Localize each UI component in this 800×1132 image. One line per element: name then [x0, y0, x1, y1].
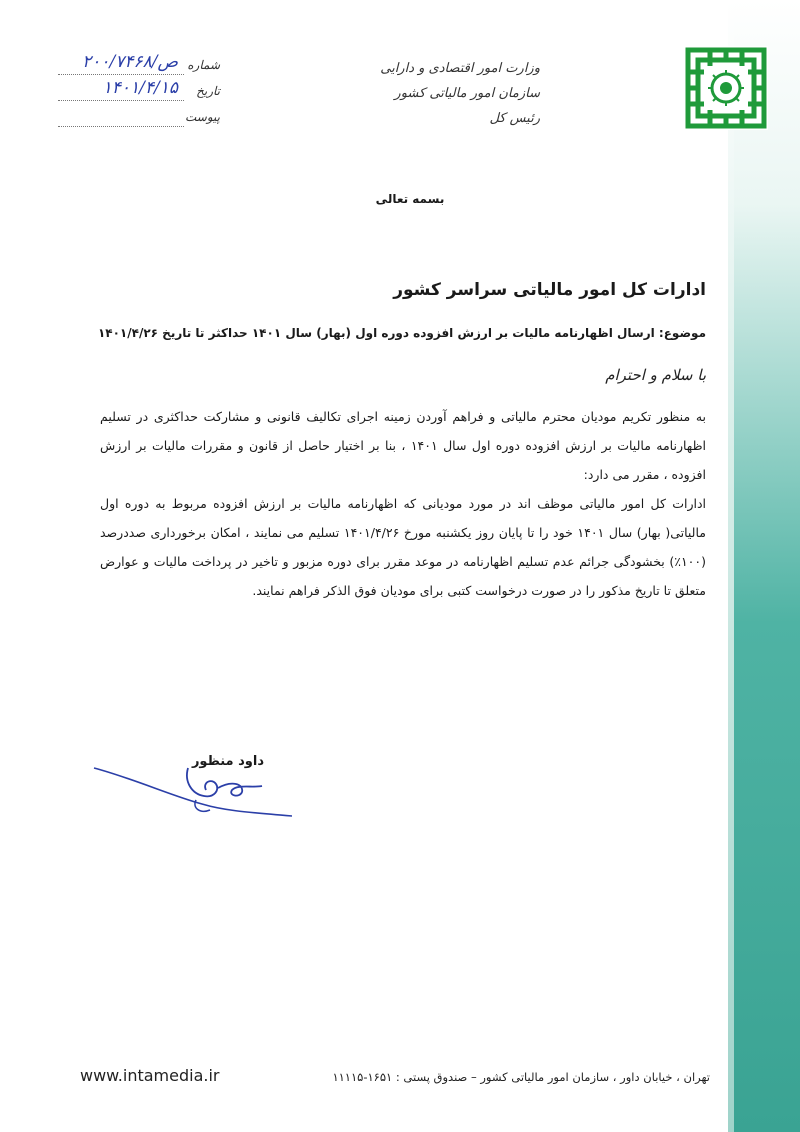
head-title: رئیس کل [489, 111, 540, 126]
signer-name: داود منظور [191, 754, 264, 769]
number-row [40, 52, 220, 78]
number-label: شماره [187, 58, 220, 72]
footer-address: تهران ، خیابان داور ، سازمان امور مالیاتی کشور – صندوق پستی : ۱۶۵۱-۱۱۱۱۵ [332, 1070, 710, 1084]
letter-body [100, 402, 706, 605]
ministry-header [340, 56, 540, 131]
attachment-row [40, 104, 220, 130]
date-value: ۱۴۰۱/۴/۱۵ [102, 78, 178, 98]
date-label: تاریخ [196, 84, 220, 98]
bismillah: بسمه تعالی [375, 192, 445, 206]
ministry-name: وزارت امور اقتصادی و دارایی [380, 61, 540, 76]
side-color-band [728, 0, 800, 1132]
footer-website: www.intamedia.ir [80, 1066, 220, 1085]
number-value: ۲۰۰/ص/۷۴۶۸ [82, 52, 178, 72]
attachment-label: پیوست [185, 110, 220, 124]
body-paragraph-2: ادارات کل امور مالیاتی موظف اند در مورد مودیانی که اظهارنامه مالیات بر ارزش افزوده مربوط به دوره اول مالیاتی( بهار) سال ۱۴۰۱ خود را تا پایان روز یکشنبه مورخ ۱۴۰۱/۴/۲۶ تسلیم می نمایند ، امکان برخورداری صددرصد (۱۰۰٪) بخشودگی جرائم عدم تسلیم اظهارنامه در موعد مقرر برای دوره مزبور و تاخیر در پرداخت مالیات و عوارض متعلق تا تاریخ مذکور را در صورت درخواست کتبی برای مودیان فوق الذکر فراهم نمایند. [100, 496, 706, 598]
tax-organization-emblem-icon [682, 44, 770, 132]
subject-line: موضوع: ارسال اظهارنامه مالیات بر ارزش افزوده دوره اول (بهار) سال ۱۴۰۱ حداکثر تا تاریخ ۱۴۰۱/۴/۲۶ [97, 326, 706, 340]
signature-image [92, 738, 292, 818]
body-paragraph-1: به منظور تکریم مودیان محترم مالیاتی و فراهم آوردن زمینه اجرای تکالیف قانونی و مشارکت حداکثری در تسلیم اظهارنامه مالیات بر ارزش افزوده دوره اول سال ۱۴۰۱ ، بنا بر اختیار حاصل از قانون و مقررات مالیات بر ارزش افزوده ، مقرر می دارد: [100, 409, 706, 482]
organization-name: سازمان امور مالیاتی کشور [394, 86, 540, 101]
date-row [40, 78, 220, 104]
letter-meta [40, 52, 220, 130]
recipient: ادارات کل امور مالیاتی سراسر کشور [393, 280, 706, 300]
salutation: با سلام و احترام [605, 366, 706, 384]
